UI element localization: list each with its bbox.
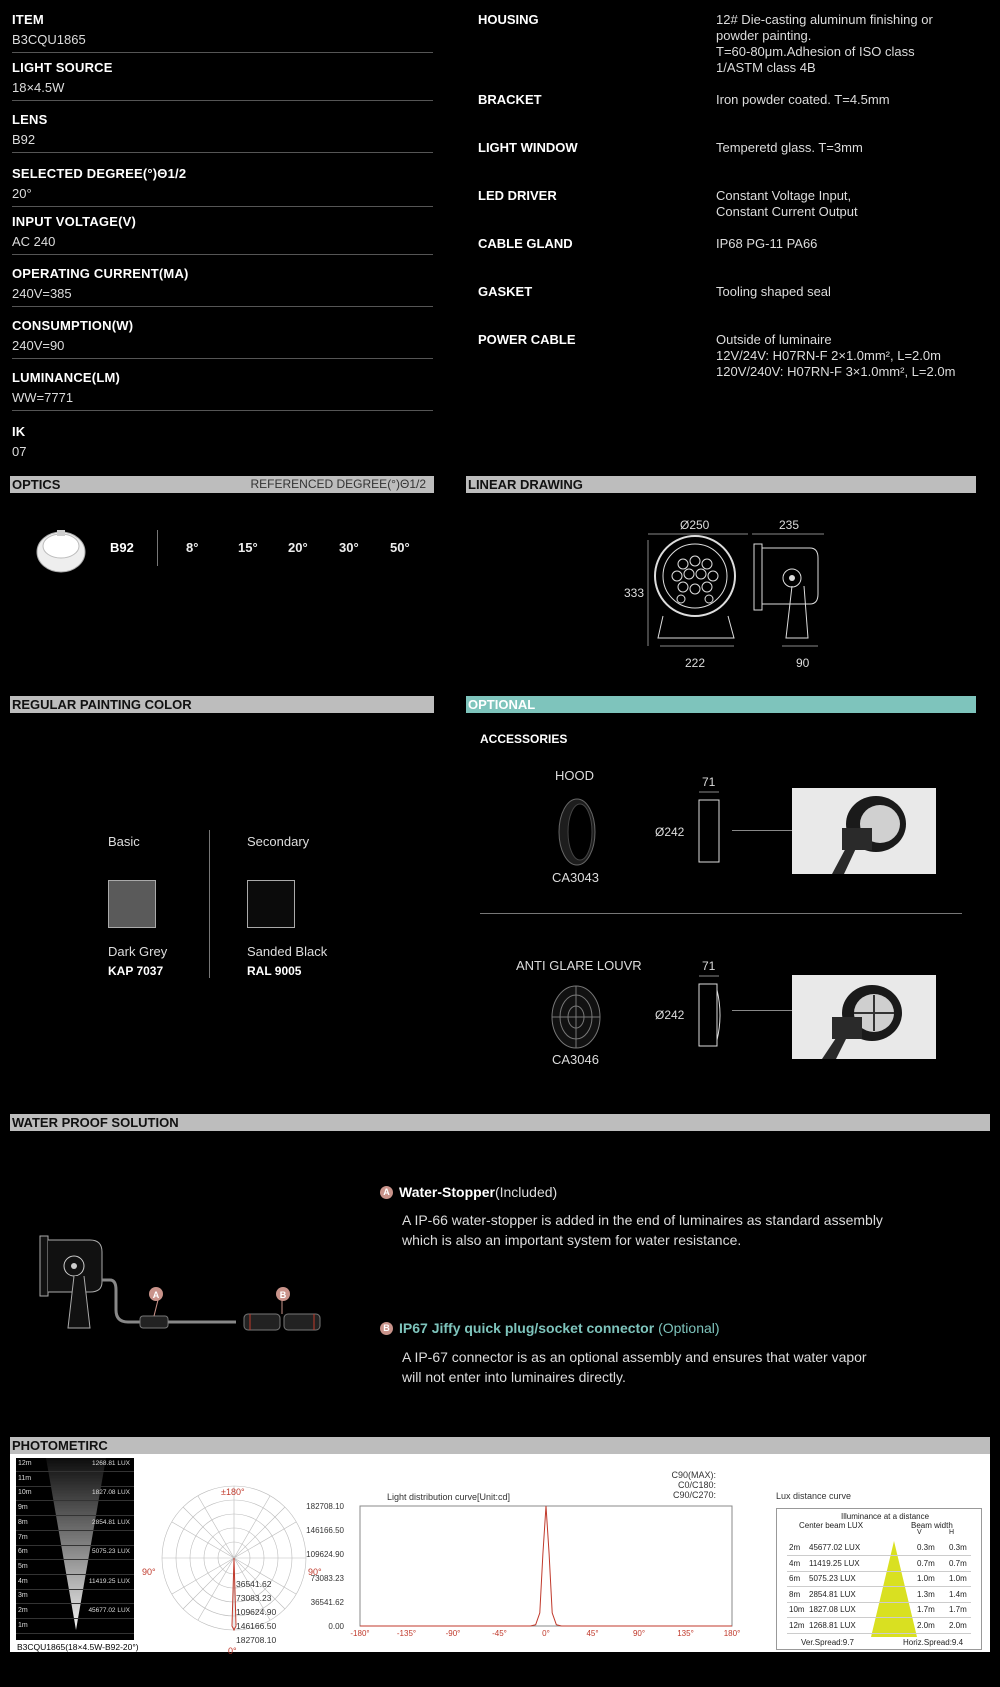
- lux-cell-h: 1.7m: [949, 1605, 967, 1614]
- curve-legend: [640, 1470, 716, 1500]
- dark-grey-swatch[interactable]: [108, 880, 156, 928]
- secondary-color-name: Sanded Black: [247, 944, 328, 959]
- legend-c0-c180: C0/C180:: [677, 1480, 716, 1490]
- lux-header-beam: Beam width: [911, 1521, 953, 1530]
- x-tick-label: -45°: [492, 1629, 507, 1638]
- y-tick-label: 182708.10: [306, 1502, 344, 1511]
- beam-lux-label: 1268.81 LUX: [92, 1460, 130, 1467]
- front-view-drawing: [648, 534, 748, 652]
- material-label: HOUSING: [478, 12, 539, 27]
- x-tick-label: 90°: [632, 1629, 646, 1638]
- lux-row: [787, 1619, 971, 1634]
- polar-left-label: 90°: [142, 1567, 156, 1577]
- hood-leader-line: [732, 830, 794, 831]
- lux-distance-title: Lux distance curve: [776, 1491, 852, 1501]
- spec-row: [12, 60, 433, 101]
- polar-ring-value: 36541.62: [236, 1579, 272, 1589]
- lux-cell-v: 1.7m: [917, 1605, 935, 1614]
- material-value-line: 120V/240V: H07RN-F 3×1.0mm², L=2.0m: [716, 364, 956, 379]
- hood-drawing: [697, 792, 721, 864]
- louvre-image: [550, 984, 602, 1050]
- water-stopper-desc-1: A IP-66 water-stopper is added in the end of luminaires as standard assembly: [402, 1212, 883, 1228]
- waterproof-diagram: [36, 1230, 346, 1340]
- lux-cell-h: 1.4m: [949, 1589, 967, 1599]
- beam-distance-label: 2m: [18, 1607, 28, 1614]
- polar-right-label: 90°: [308, 1567, 322, 1577]
- polar-ring-value: 146166.50: [236, 1621, 277, 1631]
- beam-grid-line: [16, 1500, 134, 1501]
- lux-header-illuminance: Illuminance at a distance: [841, 1512, 930, 1521]
- optics-title: OPTICS: [12, 477, 61, 492]
- spec-label: INPUT VOLTAGE(V): [12, 214, 137, 229]
- beam-lux-label: 1827.08 LUX: [92, 1489, 130, 1497]
- beam-grid-line: [16, 1574, 134, 1575]
- side-view-drawing: [752, 534, 832, 652]
- beam-grid-line: [16, 1559, 134, 1560]
- material-value-line: T=60-80μm.Adhesion of ISO class: [716, 44, 915, 59]
- x-tick-label: -90°: [445, 1629, 461, 1638]
- spec-row: [12, 424, 433, 464]
- chart-frame: [360, 1506, 732, 1626]
- polar-ring-value: 182708.10: [236, 1635, 277, 1645]
- dim-base: 222: [685, 656, 706, 670]
- material-value-line: Outside of luminaire: [716, 332, 832, 347]
- lux-cell-lux: 45677.02 LUX: [809, 1543, 861, 1552]
- dim-diameter: Ø250: [680, 518, 710, 532]
- hood-product-photo: [792, 788, 936, 874]
- lux-cell-lux: 1268.81 LUX: [809, 1620, 856, 1630]
- beam-caption: B3CQU1865(18×4.5W-B92-20°): [17, 1642, 139, 1652]
- louvre-drawing: [697, 976, 725, 1048]
- badge-b: B: [380, 1322, 393, 1335]
- beam-grid-line: [16, 1589, 134, 1590]
- painting-color-header: [10, 696, 434, 713]
- beam-distance-label: 7m: [18, 1533, 28, 1541]
- lux-cell-d: 10m: [789, 1605, 805, 1614]
- painting-divider: [209, 830, 210, 978]
- legend-c90-c270: C90/C270:: [672, 1490, 716, 1500]
- basic-color-name: Dark Grey: [108, 944, 168, 959]
- spec-value: 240V=90: [12, 338, 65, 353]
- water-stopper-suffix: (Included): [494, 1184, 558, 1200]
- material-value-line: 1/ASTM class 4B: [716, 60, 816, 75]
- louvre-diameter: Ø242: [655, 1008, 685, 1022]
- material-value-line: Constant Current Output: [716, 204, 858, 219]
- hood-name: HOOD: [555, 768, 594, 783]
- accessory-divider: [480, 913, 962, 914]
- spec-label: LENS: [12, 112, 48, 127]
- lux-row: [787, 1603, 971, 1618]
- spec-value: 240V=385: [12, 286, 72, 301]
- waterproof-header: [10, 1114, 990, 1131]
- lux-header-v: V: [917, 1529, 922, 1536]
- painting-color-title: REGULAR PAINTING COLOR: [12, 697, 192, 712]
- water-stopper-heading: [380, 1182, 557, 1202]
- spec-row: [12, 166, 433, 207]
- louvre-leader-line: [732, 1010, 794, 1011]
- connector-desc-2: will not enter into luminaires directly.: [402, 1369, 626, 1385]
- degree-50[interactable]: 50°: [390, 540, 410, 555]
- series-line: [360, 1506, 732, 1626]
- lux-cell-d: 2m: [789, 1543, 801, 1552]
- svg-text:B: B: [279, 1290, 287, 1300]
- x-tick-label: -180°: [350, 1629, 370, 1638]
- beam-grid-line: [16, 1471, 134, 1472]
- spec-label: SELECTED DEGREE(°)Θ1/2: [12, 166, 187, 181]
- lux-cell-d: 6m: [789, 1574, 801, 1583]
- spec-row: [12, 12, 433, 53]
- y-tick-label: 109624.90: [306, 1550, 344, 1559]
- legend-c90-max: C90(MAX):: [671, 1470, 716, 1480]
- beam-lux-label: 11419.25 LUX: [88, 1577, 130, 1585]
- spec-label: CONSUMPTION(W): [12, 318, 134, 333]
- beam-grid-line: [16, 1618, 134, 1619]
- dim-bracket: 90: [796, 656, 810, 670]
- optics-header: [10, 476, 434, 493]
- hor-spread: Horiz.Spread:9.4: [903, 1638, 964, 1647]
- optional-title: OPTIONAL: [468, 697, 536, 712]
- spec-value: 18×4.5W: [12, 80, 65, 95]
- lux-cell-h: 1.0m: [949, 1574, 967, 1583]
- beam-lux-label: 2854.81 LUX: [92, 1518, 130, 1526]
- curve-title: Light distribution curve[Unit:cd]: [387, 1492, 511, 1502]
- lux-row: [787, 1588, 971, 1603]
- accessories-title: ACCESSORIES: [480, 732, 568, 746]
- spec-row: [12, 214, 433, 255]
- material-value-line: IP68 PG-11 PA66: [716, 236, 818, 251]
- y-tick-label: 73083.23: [310, 1574, 344, 1583]
- beam-distance-label: 3m: [18, 1592, 28, 1600]
- polar-ring-value: 73083.23: [236, 1593, 272, 1603]
- lux-cell-d: 4m: [789, 1558, 801, 1568]
- y-tick-label: 36541.62: [310, 1598, 344, 1607]
- spec-row: [12, 318, 433, 359]
- material-label: LED DRIVER: [478, 188, 557, 203]
- water-stopper-desc-2: which is also an important system for water resistance.: [402, 1232, 742, 1248]
- beam-distance-label: 5m: [18, 1562, 28, 1570]
- material-value-line: Constant Voltage Input,: [716, 188, 852, 203]
- photometric-title: PHOTOMETIRC: [12, 1438, 108, 1453]
- water-stopper-title: Water-Stopper: [399, 1184, 495, 1200]
- beam-lux-label: 5075.23 LUX: [92, 1548, 130, 1556]
- basic-color-code: KAP 7037: [108, 964, 164, 978]
- beam-distance-label: 12m: [18, 1460, 32, 1467]
- spec-value: 07: [12, 444, 27, 459]
- connector-title: IP67 Jiffy quick plug/socket connector: [399, 1320, 655, 1336]
- beam-image: [16, 1458, 134, 1640]
- lux-row: [787, 1541, 971, 1556]
- beam-distance-label: 8m: [18, 1518, 28, 1526]
- dim-depth: 235: [779, 518, 800, 532]
- spec-label: OPERATING CURRENT(MA): [12, 266, 189, 281]
- x-tick-label: 45°: [586, 1629, 599, 1638]
- linear-drawing-header: [466, 476, 976, 493]
- y-tick-label: 0.00: [328, 1622, 344, 1631]
- lux-cell-d: 12m: [789, 1620, 805, 1630]
- lux-header-center: Center beam LUX: [799, 1521, 864, 1530]
- lux-row: [787, 1557, 971, 1572]
- material-value-line: Tooling shaped seal: [716, 284, 831, 299]
- hood-code: CA3043: [552, 870, 599, 885]
- x-tick-label: 135°: [677, 1629, 694, 1638]
- photometric-header: [10, 1437, 990, 1454]
- material-value-line: 12# Die-casting aluminum finishing or: [716, 12, 933, 27]
- material-value-line: 12V/24V: H07RN-F 2×1.0mm², L=2.0m: [716, 348, 941, 363]
- lux-cell-h: 2.0m: [949, 1620, 967, 1630]
- spec-label: IK: [12, 424, 26, 439]
- ver-spread: Ver.Spread:9.7: [801, 1638, 854, 1647]
- lux-table: [776, 1508, 982, 1650]
- material-label: CABLE GLAND: [478, 236, 573, 251]
- beam-distance-label: 4m: [18, 1577, 28, 1585]
- degree-15[interactable]: 15°: [238, 540, 258, 555]
- beam-grid-line: [16, 1515, 134, 1516]
- lux-cell-h: 0.3m: [949, 1543, 967, 1552]
- lux-header-h: H: [949, 1529, 955, 1536]
- louvre-product-photo: [792, 975, 936, 1059]
- spec-row: [12, 112, 433, 153]
- beam-grid-line: [16, 1633, 134, 1634]
- lux-cell-d: 8m: [789, 1589, 801, 1599]
- hood-image: [556, 796, 598, 868]
- lux-cell-v: 0.3m: [917, 1543, 935, 1552]
- spec-value: 20°: [12, 186, 32, 201]
- secondary-title: Secondary: [247, 834, 310, 849]
- optics-subtitle: REFERENCED DEGREE(°)Θ1/2: [250, 477, 426, 491]
- connector-suffix: (Optional): [654, 1320, 720, 1336]
- spec-row: [12, 266, 433, 307]
- spec-label: LUMINANCE(LM): [12, 370, 121, 385]
- beam-distance-label: 6m: [18, 1548, 28, 1556]
- beam-grid-line: [16, 1486, 134, 1487]
- linear-drawing-title: LINEAR DRAWING: [468, 477, 583, 492]
- x-tick-label: 180°: [723, 1629, 741, 1638]
- spec-label: LIGHT SOURCE: [12, 60, 113, 75]
- beam-grid-line: [16, 1603, 134, 1604]
- lux-cell-lux: 2854.81 LUX: [809, 1589, 856, 1599]
- svg-text:A: A: [152, 1290, 160, 1300]
- lux-cell-h: 0.7m: [949, 1558, 967, 1568]
- material-value-line: Iron powder coated. T=4.5mm: [716, 92, 890, 107]
- material-label: BRACKET: [478, 92, 542, 107]
- x-tick-label: -135°: [396, 1629, 417, 1638]
- beam-distance-label: 11m: [18, 1474, 32, 1482]
- lux-cell-v: 2.0m: [917, 1620, 935, 1630]
- sanded-black-swatch[interactable]: [247, 880, 295, 928]
- lux-row: [787, 1572, 971, 1587]
- beam-lux-label: 45677.02 LUX: [88, 1607, 130, 1614]
- material-label: POWER CABLE: [478, 332, 576, 347]
- spec-value: WW=7771: [12, 390, 74, 405]
- material-value-line: powder painting.: [716, 28, 812, 43]
- x-tick-label: 0°: [542, 1629, 550, 1638]
- degree-30[interactable]: 30°: [339, 540, 359, 555]
- spec-value: AC 240: [12, 234, 56, 249]
- hood-diameter: Ø242: [655, 825, 685, 839]
- lens-code: B92: [110, 540, 134, 555]
- waterproof-title: WATER PROOF SOLUTION: [12, 1115, 179, 1130]
- beam-grid-line: [16, 1545, 134, 1546]
- louvre-code: CA3046: [552, 1052, 599, 1067]
- lens-image: [34, 524, 88, 574]
- degree-8[interactable]: 8°: [186, 540, 199, 555]
- light-distribution-chart: [306, 1500, 760, 1650]
- polar-top-label: ±180°: [221, 1487, 245, 1497]
- polar-bottom-label: 0°: [228, 1646, 237, 1656]
- beam-grid-line: [16, 1530, 134, 1531]
- material-label: LIGHT WINDOW: [478, 140, 578, 155]
- louvre-width: 71: [702, 959, 716, 973]
- beam-distance-label: 1m: [18, 1621, 28, 1629]
- lux-cell-v: 1.3m: [917, 1589, 935, 1599]
- optional-header: [466, 696, 976, 713]
- lux-cell-lux: 11419.25 LUX: [809, 1558, 860, 1568]
- connector-heading: [380, 1318, 720, 1338]
- spec-row: [12, 370, 433, 411]
- lux-cell-lux: 5075.23 LUX: [809, 1574, 856, 1583]
- lux-cell-v: 1.0m: [917, 1574, 935, 1583]
- lux-cell-lux: 1827.08 LUX: [809, 1605, 856, 1614]
- material-label: GASKET: [478, 284, 533, 299]
- dim-height: 333: [624, 586, 645, 600]
- polar-ring-value: 109624.90: [236, 1607, 277, 1617]
- hood-width: 71: [702, 775, 716, 789]
- beam-distance-label: 9m: [18, 1504, 28, 1512]
- lux-cell-v: 0.7m: [917, 1558, 935, 1568]
- connector-desc-1: A IP-67 connector is as an optional assembly and ensures that water vapor: [402, 1349, 867, 1365]
- spec-label: ITEM: [12, 12, 44, 27]
- degree-20[interactable]: 20°: [288, 540, 308, 555]
- spec-value: B3CQU1865: [12, 32, 86, 47]
- spec-value: B92: [12, 132, 36, 147]
- basic-title: Basic: [108, 834, 140, 849]
- material-value-line: Temperetd glass. T=3mm: [716, 140, 863, 155]
- badge-a: A: [380, 1186, 393, 1199]
- louvre-name: ANTI GLARE LOUVR: [516, 958, 642, 973]
- y-tick-label: 146166.50: [306, 1526, 344, 1535]
- secondary-color-code: RAL 9005: [247, 964, 302, 978]
- optics-divider: [157, 530, 158, 566]
- beam-distance-label: 10m: [18, 1489, 32, 1497]
